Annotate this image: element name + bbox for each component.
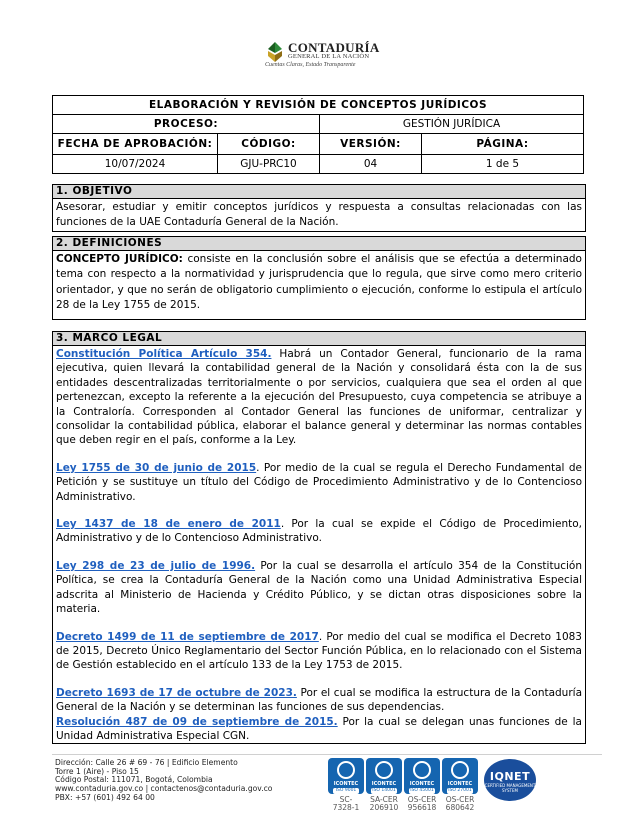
legal-link[interactable]: Ley 1437 de 18 de enero de 2011 (56, 518, 281, 531)
footer-phone: PBX: +57 (601) 492 64 00 (55, 792, 155, 802)
legal-link[interactable]: Resolución 487 de 09 de septiembre de 2015. (56, 715, 338, 728)
footer-web-email[interactable]: www.contaduria.gov.co | contactenos@contaduria.gov.co (55, 784, 273, 794)
process-value: GESTIÓN JURÍDICA (320, 115, 584, 134)
marco-legal-body (53, 346, 585, 743)
cert-code: SC- 7328-1 (332, 795, 360, 812)
icontec-icon: ICONTEC ISO 14001 (366, 758, 402, 794)
section-title: 3. MARCO LEGAL (53, 332, 585, 346)
legal-description: Por la cual se delegan unas funciones de la Unidad Administrativa Especial CGN. (56, 715, 582, 742)
icontec-icon: ICONTEC ISO 27001 (442, 758, 478, 794)
certification-badge (404, 758, 440, 814)
objetivo-text: Asesorar, estudiar y emitir conceptos jurídicos y respuesta a consultas relacionadas con las funciones de la UAE Contaduría General de la Nación. (56, 201, 582, 229)
legal-item (56, 559, 582, 617)
cgn-logo (262, 40, 402, 70)
code-value: GJU-PRC10 (218, 155, 320, 174)
document-header-table (52, 95, 584, 174)
legal-item (56, 686, 582, 715)
legal-item (56, 347, 582, 448)
version-value: 04 (320, 155, 422, 174)
page-value: 1 de 5 (422, 155, 584, 174)
footer-address: Dirección: Calle 26 # 69 - 76 | Edificio Elemento (55, 758, 238, 767)
cert-code: OS-CER 680642 (445, 795, 475, 812)
certification-badge (328, 758, 364, 814)
section-objetivo (52, 184, 586, 232)
iqnet-logo: IQNET CERTIFIED MANAGEMENT SYSTEM (484, 759, 536, 801)
legal-link[interactable]: Decreto 1693 de 17 de octubre de 2023. (56, 686, 297, 699)
legal-link[interactable]: Decreto 1499 de 11 de septiembre de 2017 (56, 630, 319, 643)
footer-postal: Código Postal: 111071, Bogotá, Colombia (55, 775, 213, 785)
footer-tower: Torre 1 (Aire) - Piso 15 (55, 766, 139, 776)
legal-item (56, 715, 582, 744)
version-label: VERSIÓN: (320, 134, 422, 155)
definition-text: consiste en la conclusión sobre el análisis que se efectúa a determinado tema con respecto a la normatividad y jurisprudencia que lo regula, que sirve como mero criterio orientador, y que no serán de obligatorio cumplimiento o ejecución, conforme lo estipula el artículo 28 de la Ley 1755 de 2015. (56, 253, 582, 311)
code-label: CÓDIGO: (218, 134, 320, 155)
section-marco-legal (52, 331, 586, 744)
cgn-leaf-icon (266, 41, 284, 63)
process-label: PROCESO: (53, 115, 320, 134)
section-title: 1. OBJETIVO (53, 185, 585, 199)
legal-link[interactable]: Ley 1755 de 30 de junio de 2015 (56, 461, 257, 474)
definition-paragraph (53, 251, 585, 319)
legal-item (56, 630, 582, 673)
document-title: ELABORACIÓN Y REVISIÓN DE CONCEPTOS JURÍDICOS (53, 96, 584, 115)
definition-term: CONCEPTO JURÍDICO: (56, 253, 183, 265)
legal-description: Por el cual se modifica la estructura de la Contaduría General de la Nación y se determinan las funciones de sus dependencias. (56, 686, 583, 714)
legal-description: Habrá un Contador General, funcionario de la rama ejecutiva, quien llevará la contabilidad general de la Nación y consolidará ésta con la de sus entidades descentralizadas territorialmente o por servicios, cualquiera que sea el orden al que pertenezcan, excepto la referente a la ejecución del Presupuesto, cuya competencia se atribuye a la Contraloría. Corresponden al Contador General las funciones de uniformar, centralizar y consolidar la contabilidad pública, elaborar el balance general y determinar las normas contables que deben regir en el país, conforme a la Ley. (56, 348, 582, 447)
certification-badge (366, 758, 402, 814)
certification-badge (442, 758, 478, 814)
legal-item (56, 461, 582, 504)
approval-date-label: FECHA DE APROBACIÓN: (53, 134, 218, 155)
legal-link[interactable]: Ley 298 de 23 de julio de 1996. (56, 559, 256, 572)
logo-tagline: Cuentas Claras, Estado Transparente (265, 62, 356, 68)
cert-code: OS-CER 956618 (407, 795, 437, 812)
logo-subtitle: GENERAL DE LA NACIÓN (288, 53, 370, 60)
footer-divider (52, 754, 602, 755)
approval-date-value: 10/07/2024 (53, 155, 218, 174)
logo-name: CONTADURÍA (288, 40, 380, 55)
cert-code: SA-CER 206910 (369, 795, 399, 812)
legal-description: . Por medio del cual se modifica el Decreto 1083 de 2015, Decreto Único Reglamentario del Sector Función Pública, en lo relacionado con el Sistema de Gestión establecido en el artículo 133 de la Ley 1753 de 2015. (56, 630, 582, 672)
legal-description: . Por medio de la cual se regula el Derecho Fundamental de Petición y se sustituye un título del Código de Procedimiento Administrativo y de lo Contencioso Administrativo. (56, 461, 582, 503)
section-title: 2. DEFINICIONES (53, 237, 585, 251)
footer-contact (55, 759, 272, 803)
icontec-icon: ICONTEC ISO 9001 (328, 758, 364, 794)
legal-description: . Por la cual se expide el Código de Procedimiento, Administrativo y de lo Contencioso Administrativo. (56, 518, 583, 545)
legal-item (56, 517, 582, 546)
legal-description: Por la cual se desarrolla el artículo 354 de la Constitución Política, se crea la Contaduría General de la Nación como una Unidad Administrativa Especial adscrita al Ministerio de Hacienda y Crédito Público, y se dictan otras disposiciones sobre la materia. (56, 559, 582, 616)
legal-link[interactable]: Constitución Política Artículo 354. (56, 348, 272, 360)
section-definiciones (52, 236, 586, 320)
page-label: PÁGINA: (422, 134, 584, 155)
icontec-icon: ICONTEC ISO 45001 (404, 758, 440, 794)
